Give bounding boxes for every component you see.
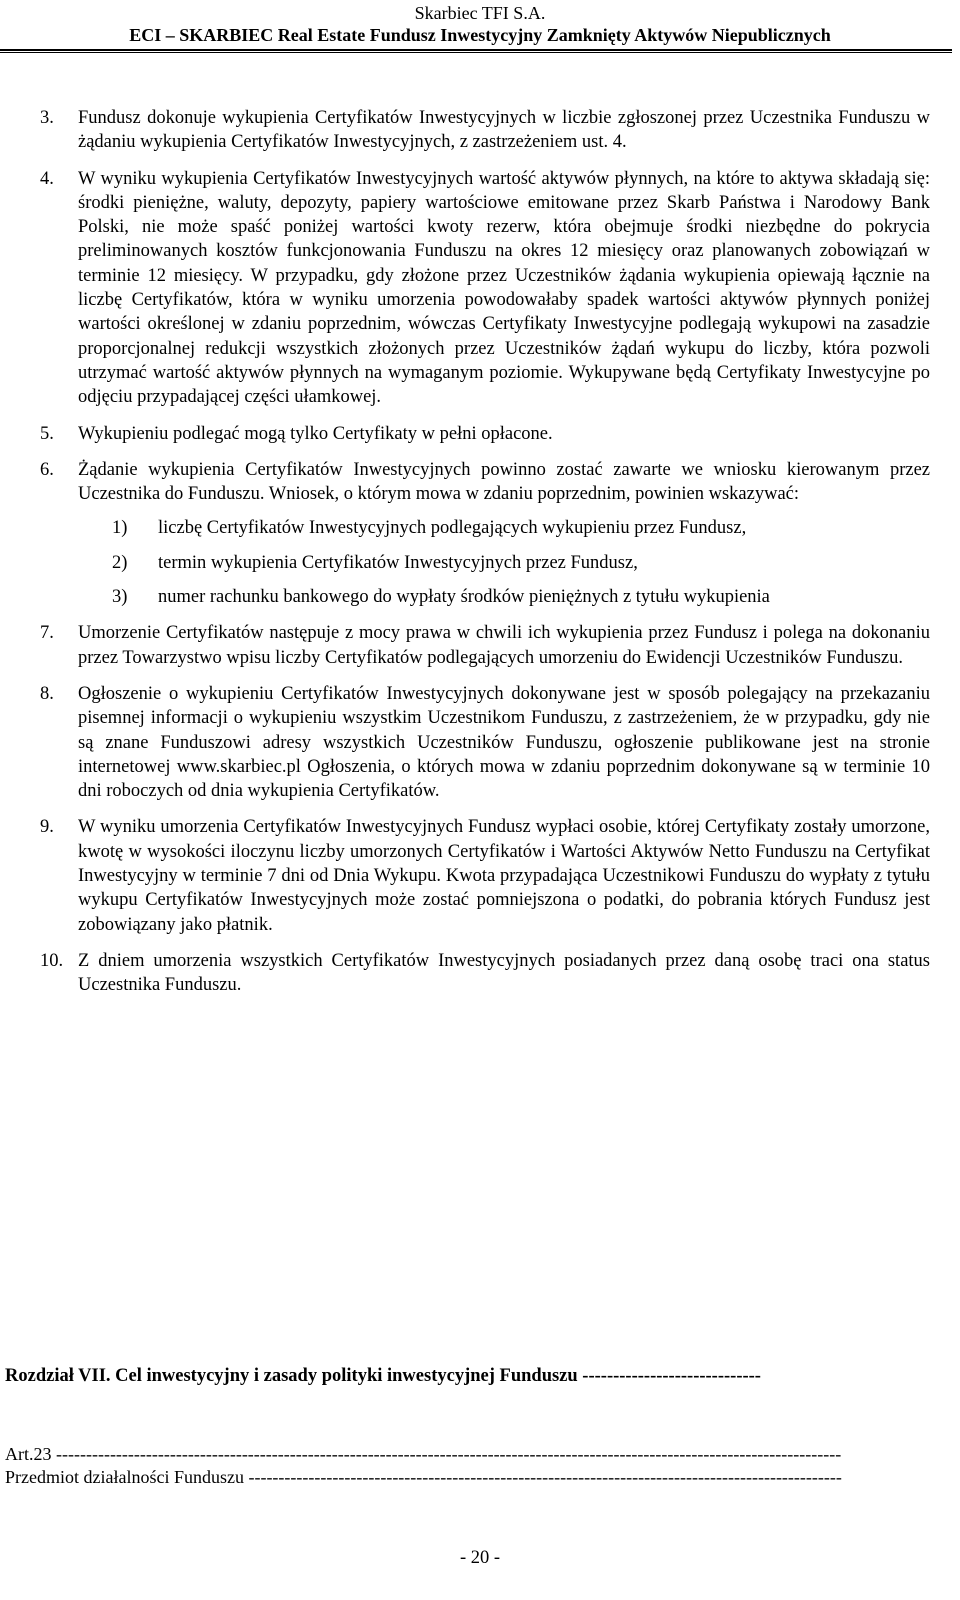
item-number: 10. <box>40 950 64 971</box>
article-number: Art.23 ----------------------------------------------------------------------------------------------------------------------------------- <box>5 1444 842 1464</box>
list-item <box>40 106 930 155</box>
item-text: Wykupieniu podlegać mogą tylko Certyfikaty w pełni opłacone. <box>78 423 553 444</box>
sub-list-item <box>112 516 930 540</box>
item-text: Umorzenie Certyfikatów następuje z mocy prawa w chwili ich wykupienia przez Fundusz i polega na dokonaniu przez Towarzystwo wpisu liczby Certyfikatów podlegających umorzeniu do Ewidencji Uczestników Funduszu. <box>78 623 930 668</box>
item-number: 9. <box>40 817 54 838</box>
document-body <box>40 106 930 1010</box>
item-text: Żądanie wykupienia Certyfikatów Inwestycyjnych powinno zostać zawarte we wniosku kierowanym przez Uczestnika do Funduszu. Wniosek, o którym mowa w zdaniu poprzednim, powinien wskazywać: <box>78 459 930 505</box>
sub-list-item <box>112 585 930 609</box>
item-number: 7. <box>40 623 54 644</box>
list-item <box>40 682 930 803</box>
sub-item-number: 3) <box>112 587 128 608</box>
sub-item-text: liczbę Certyfikatów Inwestycyjnych podlegających wykupieniu przez Fundusz, <box>158 518 747 539</box>
item-text: W wyniku umorzenia Certyfikatów Inwestycyjnych Fundusz wypłaci osobie, której Certyfikaty zostały umorzone, kwotę w wysokości iloczynu liczby umorzonych Certyfikatów i Wartości Aktywów Netto Funduszu na Certyfikat Inwestycyjny w terminie 7 dni od Dnia Wykupu. Kwota przypadająca Uczestnikowi Funduszu do wypłaty z tytułu wykupu Certyfikatów Inwestycyjnych może zostać pomniejszona o podatki, do pobrania których Fundusz jest zobowiązany jako płatnik. <box>78 817 930 935</box>
item-text: Fundusz dokonuje wykupienia Certyfikatów Inwestycyjnych w liczbie zgłoszonej przez Uczestnika Funduszu w żądaniu wykupienia Certyfikatów Inwestycyjnych, z zastrzeżeniem ust. 4. <box>78 108 930 153</box>
page-header <box>0 2 960 46</box>
article-title: Przedmiot działalności Funduszu --------------------------------------------------------------------------------------------------- <box>5 1467 842 1487</box>
item-number: 3. <box>40 108 54 128</box>
list-item <box>40 167 930 410</box>
chapter-heading: Rozdział VII. Cel inwestycyjny i zasady polityki inwestycyjnej Funduszu ----------------------------- <box>5 1366 761 1386</box>
list-item <box>40 458 930 507</box>
item-number: 8. <box>40 683 54 704</box>
item-number: 4. <box>40 168 54 189</box>
list-item <box>40 621 930 670</box>
list-item <box>40 422 930 446</box>
item-number: 6. <box>40 459 54 480</box>
item-text: Z dniem umorzenia wszystkich Certyfikatów Inwestycyjnych posiadanych przez daną osobę traci ona status Uczestnika Funduszu. <box>78 950 930 996</box>
page-number: - 20 - <box>459 1548 501 1568</box>
item-text: W wyniku wykupienia Certyfikatów Inwestycyjnych wartość aktywów płynnych, na które to aktywa składają się: środki pieniężne, waluty, depozyty, papiery wartościowe emitowane przez Skarb Państwa i Narodowy Bank Polski, nie może spaść poniżej wartości kwoty rezerw, która obejmuje środki niezbędne do pokrycia preliminowanych kosztów funkcjonowania Funduszu na okres 12 miesięcy oraz planowanych zobowiązań w terminie 12 miesięcy. W przypadku, gdy złożone przez Uczestników żądania wykupienia opiewają łącznie na liczbę Certyfikatów, która w wyniku umorzenia powodowałaby spadek wartości aktywów płynnych poniżej wartości określonej w zdaniu poprzednim, wówczas Certyfikaty Inwestycyjne podlegają wykupowi na zasadzie proporcjonalnej redukcji wszystkich złożonych przez Uczestników żądań wykupu do liczby, która pozwoli utrzymać wartość aktywów płynnych na wymaganym poziomie. Wykupywane będą Certyfikaty Inwestycyjne po odjęciu przypadającej części ułamkowej. <box>78 168 930 408</box>
item-number: 5. <box>40 423 54 444</box>
header-rule <box>0 49 952 51</box>
list-item <box>40 815 930 936</box>
sub-item-number: 2) <box>112 552 128 573</box>
sub-item-text: numer rachunku bankowego do wypłaty środków pieniężnych z tytułu wykupienia <box>158 587 770 608</box>
sub-item-text: termin wykupienia Certyfikatów Inwestycyjnych przez Fundusz, <box>158 552 638 573</box>
sub-item-number: 1) <box>112 518 128 539</box>
item-text: Ogłoszenie o wykupieniu Certyfikatów Inwestycyjnych dokonywane jest w sposób polegający na przekazaniu pisemnej informacji o wykupieniu wszystkim Uczestnikom Funduszu, z zastrzeżeniem, że w przypadku, gdy nie są znane Funduszowi adresy wszystkich Uczestników Funduszu, ogłoszenie publikowane jest na stronie internetowej www.skarbiec.pl Ogłoszenia, o których mowa w zdaniu poprzednim dokonywane są w terminie 10 dni roboczych od dnia wykupienia Certyfikatów. <box>78 683 930 802</box>
sub-list-item <box>112 551 930 575</box>
list-item <box>40 949 930 998</box>
header-fund-name: ECI – SKARBIEC Real Estate Fundusz Inwestycyjny Zamknięty Aktywów Niepublicznych <box>129 25 831 45</box>
header-company: Skarbiec TFI S.A. <box>414 3 546 23</box>
header-rule-thin <box>0 52 952 53</box>
